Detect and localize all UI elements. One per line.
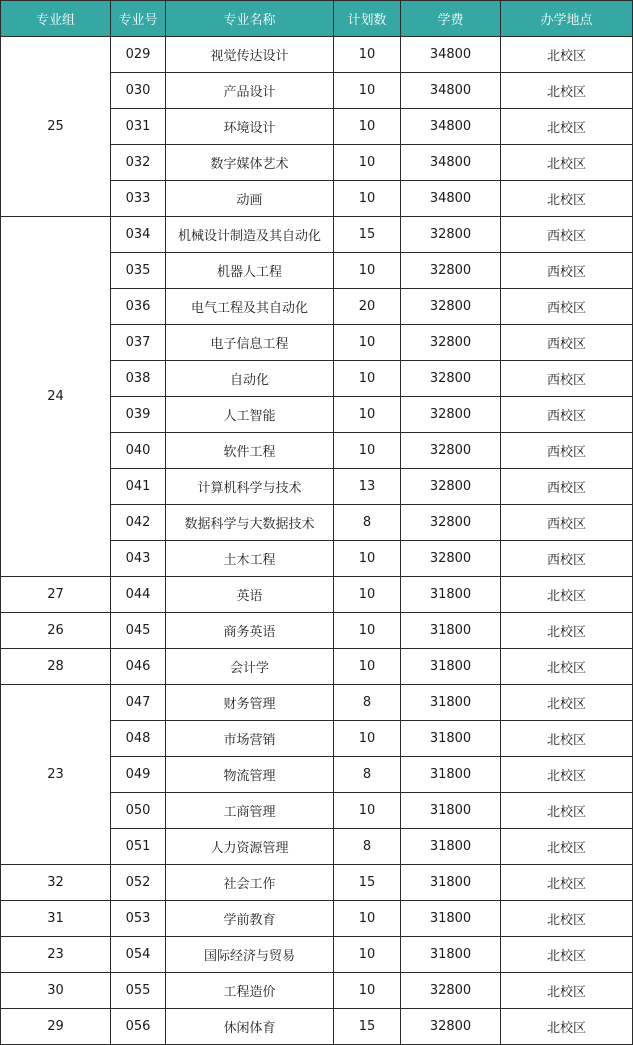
cell-major-code: 054 bbox=[111, 937, 166, 973]
cell-major-name: 土木工程 bbox=[166, 541, 334, 577]
cell-group: 28 bbox=[1, 649, 111, 685]
cell-tuition: 34800 bbox=[401, 109, 501, 145]
cell-campus: 西校区 bbox=[501, 217, 633, 253]
cell-major-code: 031 bbox=[111, 109, 166, 145]
cell-major-code: 044 bbox=[111, 577, 166, 613]
cell-major-code: 056 bbox=[111, 1009, 166, 1045]
cell-group: 27 bbox=[1, 577, 111, 613]
cell-plan-count: 10 bbox=[334, 73, 401, 109]
cell-major-code: 030 bbox=[111, 73, 166, 109]
cell-major-name: 机器人工程 bbox=[166, 253, 334, 289]
cell-tuition: 31800 bbox=[401, 649, 501, 685]
cell-major-name: 物流管理 bbox=[166, 757, 334, 793]
cell-group: 30 bbox=[1, 973, 111, 1009]
cell-tuition: 32800 bbox=[401, 289, 501, 325]
cell-major-code: 036 bbox=[111, 289, 166, 325]
cell-plan-count: 10 bbox=[334, 433, 401, 469]
cell-major-name: 软件工程 bbox=[166, 433, 334, 469]
cell-plan-count: 10 bbox=[334, 973, 401, 1009]
cell-major-code: 043 bbox=[111, 541, 166, 577]
cell-major-name: 休闲体育 bbox=[166, 1009, 334, 1045]
cell-major-code: 045 bbox=[111, 613, 166, 649]
cell-group: 26 bbox=[1, 613, 111, 649]
cell-campus: 北校区 bbox=[501, 757, 633, 793]
cell-campus: 北校区 bbox=[501, 793, 633, 829]
cell-tuition: 31800 bbox=[401, 685, 501, 721]
cell-campus: 北校区 bbox=[501, 109, 633, 145]
header-plan-count: 计划数 bbox=[334, 1, 401, 37]
cell-major-code: 040 bbox=[111, 433, 166, 469]
cell-tuition: 32800 bbox=[401, 253, 501, 289]
cell-major-code: 053 bbox=[111, 901, 166, 937]
cell-major-name: 数字媒体艺术 bbox=[166, 145, 334, 181]
cell-campus: 北校区 bbox=[501, 73, 633, 109]
table-body bbox=[1, 37, 633, 1045]
cell-plan-count: 10 bbox=[334, 937, 401, 973]
cell-plan-count: 10 bbox=[334, 397, 401, 433]
cell-campus: 北校区 bbox=[501, 937, 633, 973]
cell-tuition: 32800 bbox=[401, 217, 501, 253]
table-row bbox=[1, 1009, 633, 1045]
cell-campus: 西校区 bbox=[501, 325, 633, 361]
cell-major-code: 039 bbox=[111, 397, 166, 433]
table-row bbox=[1, 901, 633, 937]
cell-major-code: 050 bbox=[111, 793, 166, 829]
cell-plan-count: 10 bbox=[334, 253, 401, 289]
cell-major-name: 计算机科学与技术 bbox=[166, 469, 334, 505]
cell-plan-count: 10 bbox=[334, 181, 401, 217]
cell-major-code: 029 bbox=[111, 37, 166, 73]
header-major-name: 专业名称 bbox=[166, 1, 334, 37]
cell-campus: 北校区 bbox=[501, 901, 633, 937]
cell-plan-count: 10 bbox=[334, 109, 401, 145]
cell-campus: 北校区 bbox=[501, 829, 633, 865]
cell-major-name: 商务英语 bbox=[166, 613, 334, 649]
cell-tuition: 32800 bbox=[401, 433, 501, 469]
header-row bbox=[1, 1, 633, 37]
cell-major-name: 环境设计 bbox=[166, 109, 334, 145]
cell-group: 23 bbox=[1, 937, 111, 973]
cell-group: 29 bbox=[1, 1009, 111, 1045]
cell-major-name: 工商管理 bbox=[166, 793, 334, 829]
cell-major-code: 041 bbox=[111, 469, 166, 505]
cell-tuition: 32800 bbox=[401, 397, 501, 433]
cell-campus: 北校区 bbox=[501, 37, 633, 73]
cell-tuition: 31800 bbox=[401, 865, 501, 901]
cell-major-name: 视觉传达设计 bbox=[166, 37, 334, 73]
cell-campus: 北校区 bbox=[501, 613, 633, 649]
cell-plan-count: 10 bbox=[334, 649, 401, 685]
cell-tuition: 32800 bbox=[401, 541, 501, 577]
cell-tuition: 32800 bbox=[401, 361, 501, 397]
cell-major-code: 046 bbox=[111, 649, 166, 685]
cell-plan-count: 10 bbox=[334, 721, 401, 757]
cell-major-name: 机械设计制造及其自动化 bbox=[166, 217, 334, 253]
cell-major-code: 034 bbox=[111, 217, 166, 253]
cell-plan-count: 8 bbox=[334, 685, 401, 721]
cell-tuition: 34800 bbox=[401, 145, 501, 181]
cell-tuition: 31800 bbox=[401, 613, 501, 649]
cell-group: 25 bbox=[1, 37, 111, 217]
cell-plan-count: 8 bbox=[334, 505, 401, 541]
cell-major-name: 自动化 bbox=[166, 361, 334, 397]
cell-plan-count: 13 bbox=[334, 469, 401, 505]
cell-campus: 北校区 bbox=[501, 145, 633, 181]
header-campus: 办学地点 bbox=[501, 1, 633, 37]
table-row bbox=[1, 649, 633, 685]
cell-plan-count: 20 bbox=[334, 289, 401, 325]
cell-campus: 北校区 bbox=[501, 577, 633, 613]
table-row bbox=[1, 37, 633, 73]
cell-major-name: 电子信息工程 bbox=[166, 325, 334, 361]
cell-major-name: 财务管理 bbox=[166, 685, 334, 721]
table-row bbox=[1, 865, 633, 901]
cell-plan-count: 15 bbox=[334, 217, 401, 253]
table-row bbox=[1, 685, 633, 721]
cell-plan-count: 10 bbox=[334, 361, 401, 397]
table-row bbox=[1, 973, 633, 1009]
cell-tuition: 31800 bbox=[401, 577, 501, 613]
cell-major-name: 市场营销 bbox=[166, 721, 334, 757]
cell-campus: 北校区 bbox=[501, 181, 633, 217]
cell-major-name: 电气工程及其自动化 bbox=[166, 289, 334, 325]
cell-major-code: 049 bbox=[111, 757, 166, 793]
cell-plan-count: 15 bbox=[334, 865, 401, 901]
table-header bbox=[1, 1, 633, 37]
cell-major-name: 工程造价 bbox=[166, 973, 334, 1009]
cell-campus: 北校区 bbox=[501, 685, 633, 721]
cell-major-name: 会计学 bbox=[166, 649, 334, 685]
cell-campus: 西校区 bbox=[501, 469, 633, 505]
cell-tuition: 31800 bbox=[401, 757, 501, 793]
cell-tuition: 31800 bbox=[401, 721, 501, 757]
cell-tuition: 32800 bbox=[401, 1009, 501, 1045]
header-major-code: 专业号 bbox=[111, 1, 166, 37]
cell-major-name: 产品设计 bbox=[166, 73, 334, 109]
cell-plan-count: 10 bbox=[334, 541, 401, 577]
cell-campus: 西校区 bbox=[501, 361, 633, 397]
cell-campus: 西校区 bbox=[501, 253, 633, 289]
cell-group: 24 bbox=[1, 217, 111, 577]
cell-plan-count: 10 bbox=[334, 325, 401, 361]
cell-tuition: 34800 bbox=[401, 73, 501, 109]
cell-major-code: 047 bbox=[111, 685, 166, 721]
cell-plan-count: 8 bbox=[334, 829, 401, 865]
table-row bbox=[1, 613, 633, 649]
cell-major-code: 042 bbox=[111, 505, 166, 541]
cell-campus: 西校区 bbox=[501, 541, 633, 577]
table-row bbox=[1, 937, 633, 973]
cell-plan-count: 10 bbox=[334, 37, 401, 73]
cell-plan-count: 10 bbox=[334, 901, 401, 937]
cell-plan-count: 8 bbox=[334, 757, 401, 793]
cell-major-name: 社会工作 bbox=[166, 865, 334, 901]
cell-major-name: 数据科学与大数据技术 bbox=[166, 505, 334, 541]
cell-plan-count: 10 bbox=[334, 613, 401, 649]
cell-tuition: 32800 bbox=[401, 469, 501, 505]
cell-major-code: 032 bbox=[111, 145, 166, 181]
cell-plan-count: 10 bbox=[334, 145, 401, 181]
table-row bbox=[1, 217, 633, 253]
cell-major-code: 037 bbox=[111, 325, 166, 361]
cell-major-name: 英语 bbox=[166, 577, 334, 613]
cell-major-code: 052 bbox=[111, 865, 166, 901]
header-tuition: 学费 bbox=[401, 1, 501, 37]
cell-campus: 北校区 bbox=[501, 973, 633, 1009]
cell-major-code: 038 bbox=[111, 361, 166, 397]
cell-campus: 西校区 bbox=[501, 289, 633, 325]
cell-campus: 北校区 bbox=[501, 649, 633, 685]
cell-tuition: 32800 bbox=[401, 973, 501, 1009]
cell-tuition: 31800 bbox=[401, 901, 501, 937]
cell-tuition: 32800 bbox=[401, 505, 501, 541]
cell-group: 31 bbox=[1, 901, 111, 937]
cell-campus: 西校区 bbox=[501, 433, 633, 469]
header-group: 专业组 bbox=[1, 1, 111, 37]
cell-tuition: 31800 bbox=[401, 829, 501, 865]
cell-campus: 西校区 bbox=[501, 397, 633, 433]
cell-major-code: 055 bbox=[111, 973, 166, 1009]
cell-tuition: 34800 bbox=[401, 181, 501, 217]
cell-plan-count: 10 bbox=[334, 793, 401, 829]
cell-plan-count: 10 bbox=[334, 577, 401, 613]
cell-campus: 北校区 bbox=[501, 721, 633, 757]
cell-group: 32 bbox=[1, 865, 111, 901]
cell-major-name: 人工智能 bbox=[166, 397, 334, 433]
cell-major-code: 048 bbox=[111, 721, 166, 757]
table-row bbox=[1, 577, 633, 613]
cell-tuition: 34800 bbox=[401, 37, 501, 73]
cell-tuition: 31800 bbox=[401, 793, 501, 829]
cell-major-name: 动画 bbox=[166, 181, 334, 217]
cell-plan-count: 15 bbox=[334, 1009, 401, 1045]
cell-major-name: 国际经济与贸易 bbox=[166, 937, 334, 973]
cell-major-name: 人力资源管理 bbox=[166, 829, 334, 865]
cell-group: 23 bbox=[1, 685, 111, 865]
cell-tuition: 32800 bbox=[401, 325, 501, 361]
cell-tuition: 31800 bbox=[401, 937, 501, 973]
cell-major-code: 051 bbox=[111, 829, 166, 865]
cell-campus: 北校区 bbox=[501, 1009, 633, 1045]
cell-major-code: 033 bbox=[111, 181, 166, 217]
cell-campus: 北校区 bbox=[501, 865, 633, 901]
cell-major-code: 035 bbox=[111, 253, 166, 289]
cell-campus: 西校区 bbox=[501, 505, 633, 541]
cell-major-name: 学前教育 bbox=[166, 901, 334, 937]
